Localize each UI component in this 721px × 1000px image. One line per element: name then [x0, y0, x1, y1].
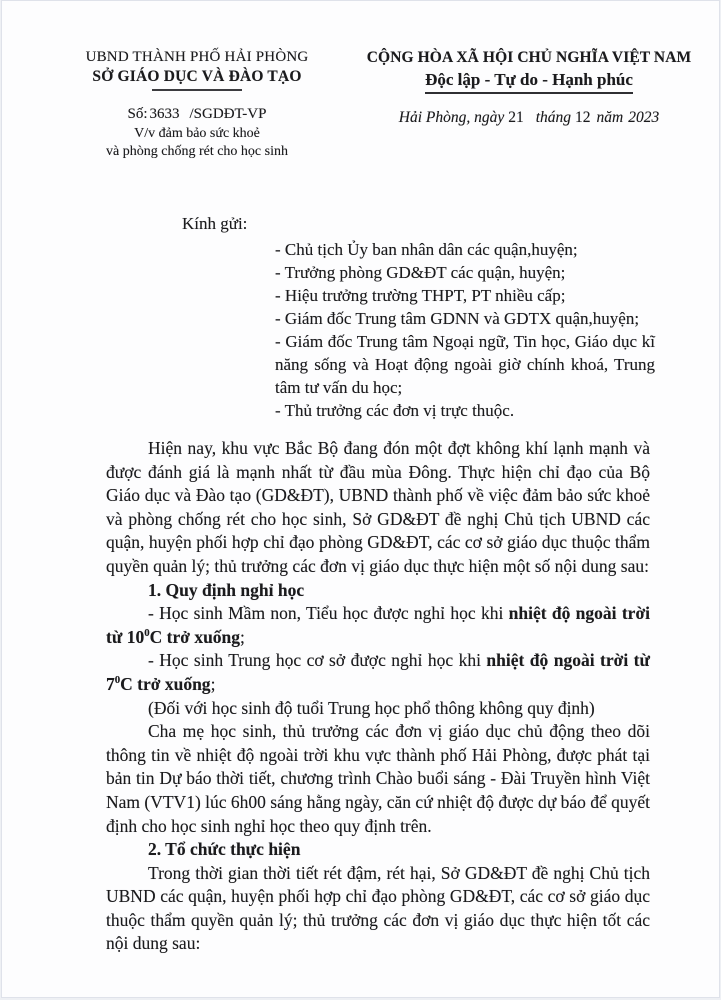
rule-preschool-primary	[106, 602, 650, 649]
national-motto-block	[348, 49, 710, 127]
document-number-line	[48, 106, 346, 123]
recipient-list	[275, 238, 655, 422]
document-subject	[48, 125, 346, 161]
scanned-official-letter	[1, 0, 720, 998]
subject-line-2: và phòng chống rét cho học sinh	[106, 144, 288, 159]
document-number-label: Số:	[127, 106, 148, 122]
agency-underline-rule	[152, 89, 242, 91]
salutation: Kính gửi:	[182, 214, 248, 233]
rule-1-punctuation: ;	[240, 626, 245, 647]
date-day: 21	[508, 109, 524, 126]
recipients-section	[2, 211, 719, 422]
monitoring-paragraph: Cha mẹ học sinh, thủ trưởng các đơn vị giáo dục chủ động theo dõi thông tin về nhiệt độ ngoài trời khu vực thành phố Hải Phòng, được phát tại bản tin Dự báo thời tiết, chương trình Chào buổi sáng - Đài Truyền hình Việt Nam (VTV1) lúc 6h00 sáng hằng ngày, căn cứ nhiệt độ được dự báo để quyết định cho học sinh nghỉ học theo quy định trên.	[106, 721, 650, 836]
rule-2-text: - Học sinh Trung học cơ sở được nghỉ học khi	[148, 650, 487, 671]
letter-body	[106, 437, 650, 956]
national-motto	[348, 70, 710, 94]
document-number-value: 3633	[149, 106, 180, 122]
issuing-agency-block	[48, 49, 346, 161]
implementation-paragraph: Trong thời gian thời tiết rét đậm, rét hại, Sở GD&ĐT đề nghị Chủ tịch UBND các quận, huyện phối hợp chỉ đạo phòng GD&ĐT, các cơ sở giáo dục thuộc thẩm quyền quản lý; thủ trưởng các đơn vị giáo dục thực hiện tốt các nội dung sau:	[106, 862, 650, 954]
national-title: CỘNG HÒA XÃ HỘI CHỦ NGHĨA VIỆT NAM	[366, 49, 692, 66]
rule-1-bold: nhiệt độ ngoài trời từ $10^0C$ trở xuống	[106, 603, 650, 647]
date-year: 2023	[628, 109, 660, 126]
place-date-line	[348, 109, 710, 127]
rule-secondary	[106, 649, 650, 696]
highschool-note: (Đối với học sinh độ tuổi Trung học phổ thông không quy định)	[148, 697, 595, 718]
degree-superscript: 0	[144, 626, 150, 639]
intro-paragraph: Hiện nay, khu vực Bắc Bộ đang đón một đợt không khí lạnh mạnh và được đánh giá là mạnh nhất từ đầu mùa Đông. Thực hiện chỉ đạo của Bộ Giáo dục và Đào tạo (GD&ĐT), UBND thành phố về việc đảm bảo sức khoẻ và phòng chống rét cho học sinh, Sở GD&ĐT đề nghị Chủ tịch UBND các quận, huyện phối hợp chỉ đạo phòng GD&ĐT, các cơ sở giáo dục thuộc thẩm quyền quản lý; thủ trưởng các đơn vị giáo dục thực hiện một số nội dung sau:	[106, 438, 650, 576]
agency-name: SỞ GIÁO DỤC VÀ ĐÀO TẠO	[92, 68, 302, 85]
subject-line-1: V/v đảm bảo sức khoẻ	[134, 126, 260, 141]
document-number-suffix: /SGDĐT-VP	[189, 106, 267, 122]
date-place-label: Hải Phòng, ngày	[398, 109, 505, 126]
date-month-label: tháng	[535, 109, 572, 126]
rule-1-text: - Học sinh Mầm non, Tiểu học được nghỉ học khi	[148, 603, 509, 624]
recipient-item: - Thủ trưởng các đơn vị trực thuộc.	[275, 401, 515, 420]
recipient-item: - Chủ tịch Ủy ban nhân dân các quận,huyện;	[275, 240, 578, 259]
parent-agency-name: UBND THÀNH PHỐ HẢI PHÒNG	[85, 49, 309, 65]
recipient-item: - Trưởng phòng GD&ĐT các quận, huyện;	[275, 263, 566, 282]
section-1-heading: 1. Quy định nghỉ học	[148, 579, 305, 600]
letter-header	[2, 49, 719, 177]
section-2-heading: 2. Tổ chức thực hiện	[148, 839, 301, 860]
rule-2-bold: nhiệt độ ngoài trời từ $7^0C$ trở xuống	[106, 650, 650, 694]
date-month: 12	[575, 109, 591, 126]
national-motto-text: Độc lập - Tự do - Hạnh phúc	[425, 70, 633, 94]
recipient-item: - Hiệu trưởng trường THPT, PT nhiều cấp;	[275, 286, 566, 305]
rule-2-punctuation: ;	[210, 673, 216, 694]
degree-superscript: 0	[114, 674, 121, 687]
recipient-item: - Giám đốc Trung tâm GDNN và GDTX quận,huyện;	[275, 309, 640, 328]
date-year-label: năm	[596, 109, 624, 126]
recipient-item: - Giám đốc Trung tâm Ngoại ngữ, Tin học, Giáo dục kĩ năng sống và Hoạt động ngoài giờ chính khoá, Trung tâm tư vấn du học;	[275, 332, 655, 397]
